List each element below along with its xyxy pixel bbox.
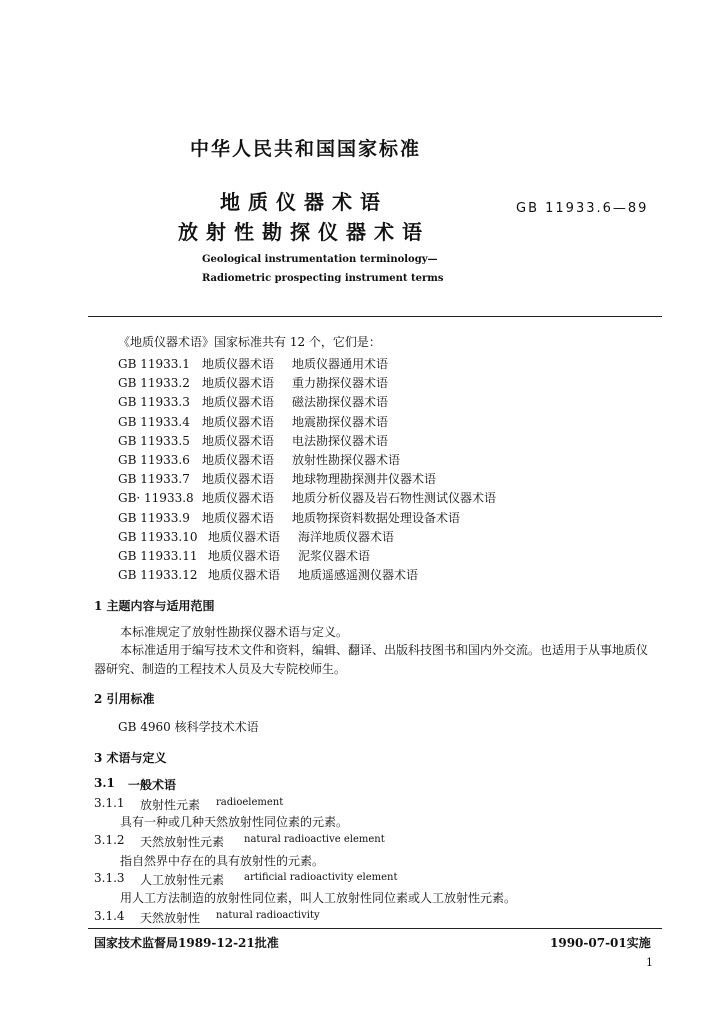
header-divider [88, 316, 662, 317]
section-1-para2-line2: 器研究、制造的工程技术人员及大专院校师生。 [94, 662, 347, 676]
reference-standard: GB 4960 核科学技术术语 [118, 720, 259, 734]
subsection-3-1-number: 3.1 [94, 776, 115, 790]
series-intro: 《地质仪器术语》国家标准共有 12 个，它们是： [118, 335, 381, 349]
term-chinese: 放射性元素 [140, 798, 201, 812]
footer-divider [88, 928, 662, 929]
subsection-3-1-heading: 一般术语 [128, 778, 177, 792]
term-definition: 具有一种或几种天然放射性同位素的元素。 [120, 815, 349, 829]
term-chinese: 人工放射性元素 [140, 873, 225, 887]
term-number: 3.1.1 [94, 796, 125, 810]
series-item: GB 11933.6 地质仪器术语 放射性勘探仪器术语 [118, 452, 401, 467]
series-item: GB 11933.1 地质仪器术语 地质仪器通用术语 [118, 357, 389, 371]
series-item: GB 11933.12 地质仪器术语 地质遥感遥测仪器术语 [118, 568, 419, 583]
series-item: GB 11933.5 地质仪器术语 电法勘探仪器术语 [118, 433, 389, 448]
page-number: 1 [646, 956, 653, 969]
series-item: GB 11933.7 地质仪器术语 地球物理勘探测井仪器术语 [118, 472, 437, 487]
term-english: natural radioactivity [216, 910, 320, 921]
section-1-para1: 本标准规定了放射性勘探仪器术语与定义。 [120, 625, 349, 639]
section-1-para2-line1: 本标准适用于编写技术文件和资料，编辑、翻译、出版科技图书和国内外交流。也适用于从事地质仪 [120, 643, 649, 657]
document-title-line1: 地质仪器术语 [220, 190, 388, 214]
term-english: radioelement [216, 797, 284, 808]
term-chinese: 天然放射性 [140, 911, 201, 925]
series-item: GB· 11933.8 地质仪器术语 地质分析仪器及岩石物性测试仪器术语 [118, 491, 497, 506]
term-definition: 用人工方法制造的放射性同位素，叫人工放射性同位素或人工放射性元素。 [120, 891, 517, 905]
term-english: artificial radioactivity element [244, 872, 398, 883]
english-title-line2: Radiometric prospecting instrument terms [202, 273, 444, 284]
term-number: 3.1.3 [94, 871, 125, 885]
term-number: 3.1.4 [94, 909, 125, 923]
effective-date: 1990-07-01实施 [550, 936, 651, 950]
series-item: GB 11933.4 地质仪器术语 地震勘探仪器术语 [118, 414, 389, 429]
standard-code: GB 11933.6—89 [516, 201, 649, 216]
series-item: GB 11933.11 地质仪器术语 泥浆仪器术语 [118, 548, 371, 563]
series-item: GB 11933.2 地质仪器术语 重力勘探仪器术语 [118, 376, 389, 391]
term-english: natural radioactive element [244, 834, 385, 845]
series-item: GB 11933.3 地质仪器术语 磁法勘探仪器术语 [118, 395, 389, 410]
section-3-heading: 3 术语与定义 [94, 751, 167, 765]
english-title-line1: Geological instrumentation terminology— [202, 254, 438, 265]
term-definition: 指自然界中存在的具有放射性的元素。 [120, 854, 325, 868]
approval-date: 国家技术监督局1989-12-21批准 [94, 936, 279, 950]
series-list [118, 355, 496, 585]
term-chinese: 天然放射性元素 [140, 835, 225, 849]
term-number: 3.1.2 [94, 833, 125, 847]
series-item: GB 11933.9 地质仪器术语 地质物探资料数据处理设备术语 [118, 510, 461, 525]
national-standard-header: 中华人民共和国国家标准 [190, 138, 422, 160]
document-title-line2: 放射性勘探仪器术语 [178, 220, 430, 244]
section-1-heading: 1 主题内容与适用范围 [94, 599, 215, 613]
section-2-heading: 2 引用标准 [94, 692, 155, 706]
series-item: GB 11933.10 地质仪器术语 海洋地质仪器术语 [118, 529, 395, 544]
